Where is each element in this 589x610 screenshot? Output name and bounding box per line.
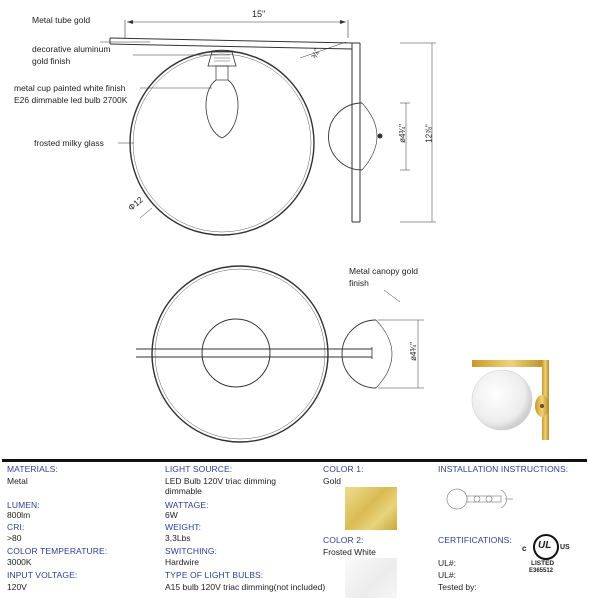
value-ul2: UL#:: [438, 570, 456, 580]
value-weight: 3,3Lbs: [165, 533, 191, 543]
swatch-gold: [345, 487, 397, 530]
label-cri: CRI:: [7, 522, 25, 532]
label-color1: COLOR 1:: [323, 464, 364, 474]
label-weight: WEIGHT:: [165, 522, 202, 532]
value-lumen: 800lm: [7, 510, 31, 520]
ul-logo-number: E365512: [529, 568, 554, 574]
callout-canopy-2: finish: [349, 278, 369, 288]
value-switching: Hardwire: [165, 557, 200, 567]
label-light-source: LIGHT SOURCE:: [165, 464, 233, 474]
value-color1: Gold: [323, 476, 341, 486]
label-bulb-type: TYPE OF LIGHT BULBS:: [165, 570, 264, 580]
product-photo: [466, 350, 558, 442]
callout-cup-2: E26 dimmable led bulb 2700K: [14, 95, 128, 105]
value-light-source-1: LED Bulb 120V triac dimming: [165, 476, 277, 486]
label-wattage: WATTAGE:: [165, 500, 209, 510]
callout-metal-tube: Metal tube gold: [32, 15, 91, 25]
ul-logo-listed: LISTED: [531, 560, 555, 567]
label-input-voltage: INPUT VOLTAGE:: [7, 570, 78, 580]
value-bulb-type: A15 bulb 120V triac dimming(not included): [165, 582, 326, 592]
callout-aluminum-1: decorative aluminum: [32, 44, 111, 54]
value-ul1: UL#:: [438, 558, 456, 568]
callout-cup-1: metal cup painted white finish: [14, 83, 126, 93]
label-color-temperature: COLOR TEMPERATURE:: [7, 546, 108, 556]
value-color-temperature: 3000K: [7, 557, 32, 567]
callout-glass: frosted milky glass: [34, 138, 104, 148]
installation-diagram-icon: [443, 482, 515, 516]
callout-aluminum-2: gold finish: [32, 56, 71, 66]
callout-canopy-1: Metal canopy gold: [349, 266, 418, 276]
value-materials: Metal: [7, 476, 28, 486]
value-color2: Frosted White: [323, 547, 376, 557]
ul-logo-c: c: [522, 544, 527, 553]
label-color2: COLOR 2:: [323, 535, 364, 545]
dimension-depth: ¾": [309, 46, 323, 60]
dimension-canopy: ø4¾": [397, 124, 407, 143]
section-divider: [2, 459, 587, 462]
label-certifications: CERTIFICATIONS:: [438, 535, 512, 545]
ul-logo-us: US: [560, 544, 570, 551]
label-switching: SWITCHING:: [165, 546, 217, 556]
label-materials: MATERIALS:: [7, 464, 58, 474]
value-cri: >80: [7, 533, 22, 543]
dimension-canopy-top: ø4¾": [408, 342, 418, 361]
dimension-width: 15": [252, 9, 266, 19]
value-wattage: 6W: [165, 510, 178, 520]
value-light-source-2: dimmable: [165, 486, 202, 496]
ul-listed-logo: [520, 532, 580, 578]
value-input-voltage: 120V: [7, 582, 27, 592]
label-lumen: LUMEN:: [7, 500, 40, 510]
dimension-diameter: Φ12: [126, 194, 145, 213]
dimension-height: 12⅞": [424, 124, 434, 143]
label-installation: INSTALLATION INSTRUCTIONS:: [438, 464, 569, 474]
swatch-frosted-white: [345, 558, 397, 598]
value-tested-by: Tested by:: [438, 582, 477, 592]
ul-logo-ul: UL: [538, 540, 552, 551]
